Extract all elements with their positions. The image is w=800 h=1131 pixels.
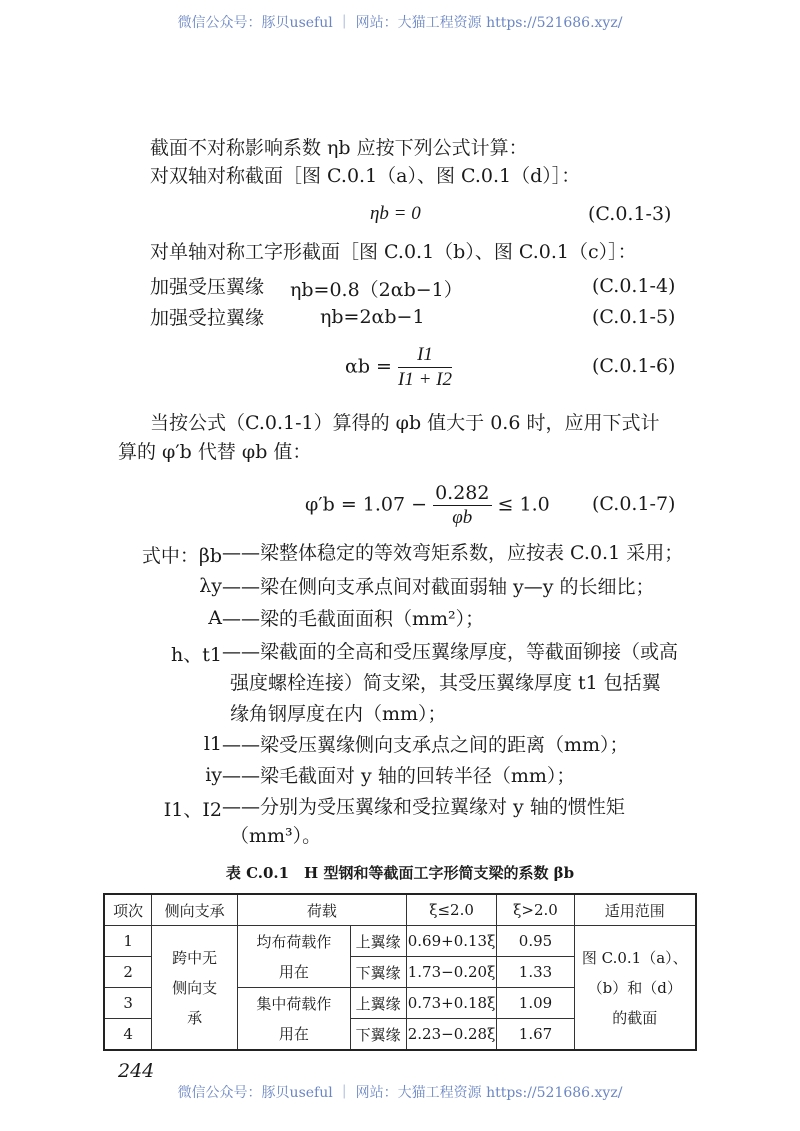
cell: 0.95: [497, 926, 574, 957]
fraction: [433, 481, 491, 530]
definition-text: ——梁整体稳定的等效弯矩系数，应按表 C.0.1 采用；: [222, 542, 684, 564]
text-line: 加强受拉翼缘: [150, 307, 265, 329]
cell: 0.69+0.13ξ: [406, 926, 497, 957]
header-cell: ξ>2.0: [497, 894, 574, 926]
numerator: I1: [398, 343, 452, 368]
cell: 跨中无侧向支承: [152, 926, 238, 1051]
definition-text: ——梁截面的全高和受压翼缘厚度，等截面铆接（或高: [222, 641, 679, 663]
definition-symbol: iy: [205, 764, 222, 786]
text-line: 算的 φ′b 代替 φb 值：: [118, 441, 312, 463]
cell: 下翼缘: [350, 1019, 406, 1051]
cell: 集中荷载作用在: [238, 988, 351, 1051]
cell: 均布荷载作用在: [238, 926, 351, 988]
equation-lhs: αb =: [345, 355, 392, 378]
equation: ηb = 0: [370, 203, 421, 224]
definition-symbol: h、t1: [171, 644, 222, 666]
text-line: 当按公式（C.0.1-1）算得的 φb 值大于 0.6 时，应用下式计: [150, 412, 660, 434]
table-caption: 表 C.0.1 H 型钢和等截面工字形简支梁的系数 βb: [225, 864, 575, 882]
text-line: 截面不对称影响系数 ηb 应按下列公式计算：: [150, 137, 528, 159]
denominator: φb: [452, 507, 473, 528]
cell: 1.09: [497, 988, 574, 1019]
definition-symbol: l1: [203, 733, 222, 755]
text-line: 对双轴对称截面［图 C.0.1（a）、图 C.0.1（d）］：: [150, 165, 581, 187]
definition-symbol: 式中：βb: [141, 545, 222, 567]
definition-symbol: I1、I2: [163, 799, 222, 821]
equation-number: (C.0.1-6): [592, 355, 676, 377]
header-cell: 侧向支承: [152, 894, 238, 926]
definition-symbol: A: [208, 607, 222, 629]
cell: 上翼缘: [350, 988, 406, 1019]
page-number: 244: [118, 1060, 155, 1082]
equation-rhs: ≤ 1.0: [497, 493, 550, 516]
numerator: 0.282: [435, 482, 490, 504]
cell: 1.33: [497, 957, 574, 988]
watermark-bottom: 微信公众号：豚贝useful ｜ 网站：大猫工程资源 https://521686.xyz/: [177, 1085, 623, 1101]
cell: 2: [104, 957, 152, 988]
cell: 2.23−0.28ξ: [406, 1019, 497, 1051]
equation-number: (C.0.1-7): [592, 493, 676, 515]
text-line: 对单轴对称工字形截面［图 C.0.1（b）、图 C.0.1（c）］：: [150, 241, 637, 263]
equation: ηb=2αb−1: [320, 306, 425, 328]
definition-text: （mm³）。: [230, 825, 322, 847]
coefficient-table: [103, 893, 697, 1051]
header-cell: 适用范围: [574, 894, 696, 926]
table-header-row: [104, 894, 696, 926]
equation-lhs: φ′b = 1.07 −: [305, 493, 428, 516]
watermark-top: 微信公众号：豚贝useful ｜ 网站：大猫工程资源 https://521686.xyz/: [177, 15, 623, 31]
cell: 3: [104, 988, 152, 1019]
table-row: [104, 926, 696, 957]
cell: 上翼缘: [350, 926, 406, 957]
fraction: [398, 343, 452, 392]
definition-text: 强度螺栓连接）简支梁，其受压翼缘厚度 t1 包括翼: [230, 672, 661, 694]
cell: 1: [104, 926, 152, 957]
definition-text: 缘角钢厚度在内（mm）；: [230, 703, 447, 725]
cell: 图 C.0.1（a）、（b）和（d）的截面: [574, 926, 696, 1051]
cell: 4: [104, 1019, 152, 1051]
definition-text: ——分别为受压翼缘和受拉翼缘对 y 轴的惯性矩: [222, 796, 625, 818]
cell: 0.73+0.18ξ: [406, 988, 497, 1019]
denominator: I1 + I2: [398, 369, 452, 390]
definition-symbol: λy: [199, 575, 222, 597]
header-cell: 项次: [104, 894, 152, 926]
equation: [305, 481, 550, 530]
cell: 1.73−0.20ξ: [406, 957, 497, 988]
equation-number: (C.0.1-4): [592, 275, 676, 297]
equation-number: (C.0.1-3): [588, 203, 672, 225]
definition-text: ——梁的毛截面面积（mm²）；: [222, 608, 485, 630]
definition-text: ——梁受压翼缘侧向支承点之间的距离（mm）；: [222, 734, 629, 756]
equation: [345, 343, 452, 392]
definition-text: ——梁在侧向支承点间对截面弱轴 y—y 的长细比；: [222, 576, 655, 598]
cell: 1.67: [497, 1019, 574, 1051]
cell: 下翼缘: [350, 957, 406, 988]
definition-text: ——梁毛截面对 y 轴的回转半径（mm）；: [222, 765, 576, 787]
text-line: 加强受压翼缘: [150, 276, 265, 298]
equation: ηb=0.8（2αb−1）: [290, 279, 463, 301]
equation-number: (C.0.1-5): [592, 306, 676, 328]
header-cell: ξ≤2.0: [406, 894, 497, 926]
header-cell: 荷载: [238, 894, 407, 926]
